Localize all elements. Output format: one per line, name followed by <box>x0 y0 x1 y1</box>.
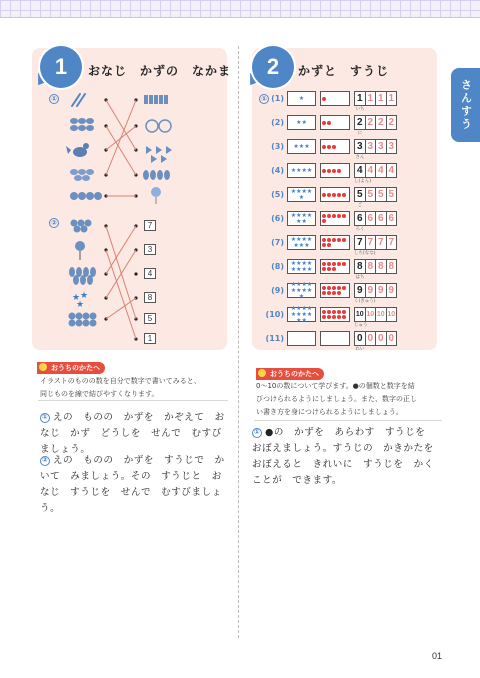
number-writing-cells <box>354 235 396 250</box>
instruction-number: ① <box>41 413 49 421</box>
number-row <box>258 235 438 256</box>
star-icon: ★ <box>306 280 313 288</box>
q2-connect-dots <box>104 224 137 340</box>
red-dot-icon <box>337 286 341 290</box>
row-label: (8) <box>271 262 284 271</box>
star-icon: ★ <box>290 259 297 267</box>
row-label: (6) <box>271 214 284 223</box>
note-line: びつけられるようにしましょう。また、数字の正し <box>256 395 417 403</box>
star-icon: ★ <box>290 304 297 312</box>
dot-count-box <box>320 331 350 346</box>
red-dot-icon <box>327 121 331 125</box>
red-dot-icon <box>322 238 326 242</box>
red-dot-icon <box>322 286 326 290</box>
star-icon: ★ <box>290 286 297 294</box>
instruction-number: ② <box>41 456 49 464</box>
note-line: 0～10の数について学びます。●の個数と数字を結 <box>256 382 415 390</box>
section-1-title: おなじ かずの なかま <box>88 64 232 78</box>
red-dot-icon <box>327 169 331 173</box>
number-trace-cell[interactable]: 5 <box>365 187 377 202</box>
star-icon: ★ <box>290 265 297 273</box>
number-model-cell: 2 <box>354 115 366 130</box>
star-icon: ★ <box>296 304 302 312</box>
number-trace-cell[interactable]: 2 <box>365 115 377 130</box>
red-dot-icon <box>337 315 341 319</box>
star-count-box <box>287 280 316 300</box>
instruction-text: えの ものの かずを すうじで かいて みましょう。その すうじと おなじ すうじを せんで むすびましょう。 <box>40 455 225 514</box>
number-reading: し(よん) <box>354 179 372 184</box>
number-trace-cell[interactable]: 5 <box>375 187 387 202</box>
number-reading: に <box>357 131 363 136</box>
red-dot-icon <box>332 193 336 197</box>
number-model-cell: 1 <box>354 91 366 106</box>
number-row <box>258 91 438 112</box>
number-row <box>258 163 438 184</box>
red-dot-icon <box>337 238 341 242</box>
star-icon: ★ <box>298 241 305 249</box>
number-trace-cell[interactable]: 4 <box>386 163 398 178</box>
star-count-box <box>287 139 316 154</box>
q2-number-box: 1 <box>144 333 156 344</box>
red-dot-icon <box>322 169 326 173</box>
number-trace-cell[interactable]: 10 <box>386 307 398 322</box>
q1-left-pictures <box>66 94 102 200</box>
star-icon: ★ <box>298 193 305 201</box>
star-icon: ★ <box>296 166 302 174</box>
instruction-number: ① <box>253 428 261 436</box>
red-dot-icon <box>342 238 346 242</box>
star-count-box <box>287 331 316 346</box>
lollipop-icon <box>75 241 85 260</box>
red-dot-icon <box>322 315 326 319</box>
star-icon: ★ <box>296 286 302 294</box>
red-dot-icon <box>327 193 331 197</box>
star-icon: ★ <box>306 265 313 273</box>
flower-icon <box>70 192 102 200</box>
number-writing-cells <box>354 307 396 322</box>
red-dot-icon <box>322 121 326 125</box>
number-row <box>258 115 438 136</box>
star-icon: ★ <box>306 286 313 294</box>
star-count-box <box>287 163 316 178</box>
star-icon: ★ <box>306 211 313 219</box>
star-icon: ★ <box>306 310 313 318</box>
number-trace-cell[interactable]: 8 <box>365 259 377 274</box>
red-dot-icon <box>337 193 341 197</box>
number-reading: はち <box>355 275 365 280</box>
q1-match-lines <box>106 100 136 196</box>
star-icon: ★ <box>296 235 302 243</box>
red-dot-icon <box>327 145 331 149</box>
number-writing-cells <box>354 283 396 298</box>
q2-number-box: 4 <box>144 268 156 279</box>
number-trace-cell[interactable]: 1 <box>365 91 377 106</box>
red-dot-icon <box>332 169 336 173</box>
leaf-icon <box>143 170 170 180</box>
row-label: (5) <box>271 190 284 199</box>
red-dot-icon <box>332 310 336 314</box>
number-trace-cell[interactable]: 5 <box>386 187 398 202</box>
red-dot-icon <box>332 291 336 295</box>
number-row <box>258 304 438 328</box>
number-row <box>258 331 438 352</box>
dot-count-box <box>320 307 350 322</box>
star-icon: ★ <box>290 235 297 243</box>
number-writing-cells <box>354 211 396 226</box>
row-label: (7) <box>271 238 284 247</box>
question-2-label: ② <box>49 218 59 228</box>
star-icon: ★ <box>306 304 313 312</box>
number-trace-cell[interactable]: 10 <box>365 307 377 322</box>
q2-number-box: 8 <box>144 292 156 303</box>
dot-count-box <box>320 259 350 274</box>
number-trace-cell[interactable]: 9 <box>375 283 387 298</box>
red-dot-icon <box>332 214 336 218</box>
section-1-badge: 1 <box>40 46 82 88</box>
red-dot-icon <box>322 243 326 247</box>
column-divider <box>238 46 239 638</box>
number-trace-cell[interactable]: 10 <box>375 307 387 322</box>
number-trace-cell[interactable]: 4 <box>375 163 387 178</box>
dot-count-box <box>320 283 350 298</box>
number-trace-cell[interactable]: 7 <box>375 235 387 250</box>
number-trace-cell[interactable]: 9 <box>386 283 398 298</box>
abacus-icon <box>144 95 168 104</box>
number-model-cell: 7 <box>354 235 366 250</box>
candy-icon <box>70 169 94 181</box>
number-model-cell: 4 <box>354 163 366 178</box>
red-dot-icon <box>327 286 331 290</box>
number-model-cell: 3 <box>354 139 366 154</box>
red-dot-icon <box>342 214 346 218</box>
star-icon: ★ <box>296 316 302 324</box>
number-model-cell: 8 <box>354 259 366 274</box>
red-dot-icon <box>337 310 341 314</box>
dot-count-box <box>320 163 350 178</box>
star-icon: ★ <box>301 217 307 225</box>
red-dot-icon <box>332 262 336 266</box>
number-writing-cells <box>354 139 396 154</box>
number-trace-cell[interactable]: 6 <box>375 211 387 226</box>
star-count-box <box>287 91 316 106</box>
q1-connect-dots <box>104 98 137 197</box>
star-icon: ★ <box>296 211 302 219</box>
number-trace-cell[interactable]: 4 <box>365 163 377 178</box>
red-dot-icon <box>332 145 336 149</box>
number-trace-cell[interactable]: 6 <box>386 211 398 226</box>
section-2-title: かずと すうじ <box>298 64 390 78</box>
number-row <box>258 187 438 208</box>
number-model-cell: 5 <box>354 187 366 202</box>
number-model-cell: 9 <box>354 283 366 298</box>
star-icon: ★ <box>296 310 302 318</box>
red-dot-icon <box>332 238 336 242</box>
red-dot-icon <box>332 267 336 271</box>
number-model-cell: 10 <box>354 307 366 322</box>
star-icon: ★ <box>301 118 307 126</box>
red-dot-icon <box>327 315 331 319</box>
star-icon: ★ <box>290 310 297 318</box>
bird-icon <box>66 143 89 157</box>
red-dot-icon <box>342 315 346 319</box>
star-icon: ★ <box>301 280 307 288</box>
red-dot-icon <box>327 238 331 242</box>
row-label: (1) <box>271 94 284 103</box>
number-trace-cell[interactable]: 2 <box>386 115 398 130</box>
dot-count-box <box>320 235 350 250</box>
number-reading: ろく <box>355 227 365 232</box>
number-trace-cell[interactable]: 0 <box>375 331 387 346</box>
q2-left-pictures <box>69 220 97 327</box>
number-reading: しち(なな) <box>354 251 376 256</box>
number-trace-cell[interactable]: 7 <box>365 235 377 250</box>
red-dot-icon <box>337 169 341 173</box>
instruction-2 <box>40 453 230 517</box>
star-icon: ★ <box>290 280 297 288</box>
red-dot-icon <box>337 291 341 295</box>
star-icon: ★ <box>301 187 307 195</box>
star-icon: ★ <box>304 142 310 150</box>
q2-number-box: 5 <box>144 313 156 324</box>
star-icon: ★ <box>296 187 302 195</box>
star-icon: ★ <box>296 280 302 288</box>
number-trace-cell[interactable]: 8 <box>375 259 387 274</box>
star-cluster-icon <box>72 291 88 310</box>
header-grid-band <box>0 0 480 18</box>
note-divider <box>254 420 442 421</box>
page-number: 01 <box>431 651 442 661</box>
star-icon: ★ <box>290 187 297 195</box>
question-1-label: ① <box>49 94 59 104</box>
note-line: 同じものを線で結びやすくなります。 <box>40 390 159 398</box>
number-reading: ご <box>357 203 363 208</box>
dot-count-box <box>320 115 350 130</box>
number-writing-cells <box>354 115 396 130</box>
star-icon: ★ <box>301 265 307 273</box>
red-dot-icon <box>322 267 326 271</box>
star-icon: ★ <box>296 217 302 225</box>
fish-icon <box>70 118 94 131</box>
star-icon: ★ <box>301 211 307 219</box>
ring-icon <box>146 120 171 132</box>
red-dot-icon <box>342 286 346 290</box>
question-1-label: ① <box>259 94 269 104</box>
matching-illustration <box>60 88 180 350</box>
star-icon: ★ <box>301 304 307 312</box>
parent-note-label: おうちのかたへ <box>256 368 324 380</box>
star-icon: ★ <box>306 235 313 243</box>
star-count-box <box>287 187 316 202</box>
dot-count-box <box>320 211 350 226</box>
red-dot-icon <box>322 291 326 295</box>
star-count-box <box>287 235 316 250</box>
ribbon-icon <box>146 146 172 163</box>
red-dot-icon <box>337 262 341 266</box>
red-dot-icon <box>332 315 336 319</box>
star-icon: ★ <box>298 292 305 300</box>
number-trace-cell[interactable]: 0 <box>365 331 377 346</box>
star-icon: ★ <box>306 166 313 174</box>
star-icon: ★ <box>301 235 307 243</box>
red-dot-icon <box>322 214 326 218</box>
row-label: (11) <box>265 334 284 343</box>
number-writing-cells <box>354 259 396 274</box>
number-row <box>258 139 438 160</box>
note-divider <box>38 400 228 401</box>
number-trace-cell[interactable]: 0 <box>386 331 398 346</box>
red-dot-icon <box>327 291 331 295</box>
number-reading: さん <box>355 155 365 160</box>
star-count-box <box>287 259 316 274</box>
star-count-box <box>287 211 316 226</box>
number-trace-cell[interactable]: 8 <box>386 259 398 274</box>
row-label: (3) <box>271 142 284 151</box>
star-icon: ★ <box>301 316 307 324</box>
star-icon: ★ <box>290 211 297 219</box>
star-icon: ★ <box>301 166 307 174</box>
instruction-1 <box>40 410 230 458</box>
red-dot-icon <box>322 219 326 223</box>
red-dot-icon <box>327 310 331 314</box>
instruction-right-1 <box>252 425 444 489</box>
note-line: イラストのものの数を自分で数字で書いてみると、 <box>40 377 201 385</box>
number-writing-cells <box>354 163 396 178</box>
number-row <box>258 280 438 304</box>
q1-right-pictures <box>143 95 172 204</box>
row-label: (2) <box>271 118 284 127</box>
row-label: (9) <box>271 286 284 295</box>
svg-text:★: ★ <box>76 300 85 310</box>
star-icon: ★ <box>306 259 313 267</box>
number-reading: じゅう <box>354 323 368 328</box>
red-dot-icon <box>322 193 326 197</box>
star-icon: ★ <box>296 265 302 273</box>
number-trace-cell[interactable]: 7 <box>386 235 398 250</box>
red-dot-icon <box>337 214 341 218</box>
section-2-badge: 2 <box>252 46 294 88</box>
star-count-box <box>287 115 316 130</box>
star-icon: ★ <box>301 286 307 294</box>
red-dot-icon <box>322 97 326 101</box>
star-icon: ★ <box>298 94 305 102</box>
star-icon: ★ <box>301 310 307 318</box>
red-dot-icon <box>327 267 331 271</box>
svg-text:★: ★ <box>72 293 81 303</box>
star-icon: ★ <box>306 187 313 195</box>
red-dot-icon <box>342 310 346 314</box>
balloon-icon <box>151 187 161 204</box>
dot-count-box <box>320 139 350 154</box>
subject-tab: さんすう <box>451 68 480 142</box>
number-reading: く(きゅう) <box>354 299 376 304</box>
row-label: (10) <box>265 310 284 319</box>
flowers-icon <box>69 313 97 327</box>
red-dot-icon <box>342 262 346 266</box>
number-writing-cells <box>354 331 396 346</box>
red-dot-icon <box>327 214 331 218</box>
star-icon: ★ <box>296 259 302 267</box>
q2-number-box: 3 <box>144 244 156 255</box>
number-row <box>258 211 438 232</box>
red-dot-icon <box>332 286 336 290</box>
pencils-icon <box>72 94 85 106</box>
star-count-box <box>287 304 316 324</box>
parent-note-left <box>40 375 230 401</box>
parent-note-right <box>256 380 444 419</box>
star-icon: ★ <box>296 118 302 126</box>
number-trace-cell[interactable]: 9 <box>365 283 377 298</box>
parent-note-label: おうちのかたへ <box>37 362 105 374</box>
dot-count-box <box>320 187 350 202</box>
star-icon: ★ <box>304 241 310 249</box>
row-label: (4) <box>271 166 284 175</box>
red-dot-icon <box>322 262 326 266</box>
number-trace-cell[interactable]: 1 <box>386 91 398 106</box>
red-dot-icon <box>327 243 331 247</box>
number-row <box>258 259 438 280</box>
note-line: い書き方を身につけられるようにしましょう。 <box>256 408 403 416</box>
instruction-text: えの ものの かずを かぞえて おなじ かず どうしを せんで むすびましょう。 <box>40 412 225 455</box>
grapes-icon <box>71 220 92 233</box>
svg-text:★: ★ <box>80 291 89 301</box>
number-trace-cell[interactable]: 2 <box>375 115 387 130</box>
star-icon: ★ <box>293 241 299 249</box>
star-icon: ★ <box>293 142 299 150</box>
number-model-cell: 6 <box>354 211 366 226</box>
star-icon: ★ <box>301 259 307 267</box>
number-trace-cell[interactable]: 3 <box>375 139 387 154</box>
number-trace-cell[interactable]: 3 <box>386 139 398 154</box>
number-model-cell: 0 <box>354 331 366 346</box>
number-trace-cell[interactable]: 3 <box>365 139 377 154</box>
number-writing-cells <box>354 187 396 202</box>
red-dot-icon <box>322 310 326 314</box>
star-icon: ★ <box>298 142 305 150</box>
red-dot-icon <box>327 262 331 266</box>
number-trace-cell[interactable]: 6 <box>365 211 377 226</box>
dot-count-box <box>320 91 350 106</box>
red-dot-icon <box>322 145 326 149</box>
instruction-text: ●の かずを あらわす すうじを おぼえましょう。すうじの かきかたを おぼえると きれいに すうじを かく ことが できます。 <box>252 427 444 486</box>
red-dot-icon <box>342 193 346 197</box>
leaves-icon <box>69 267 96 285</box>
number-writing-cells <box>354 91 396 106</box>
q2-match-lines <box>106 226 136 339</box>
number-reading: れい <box>355 347 365 352</box>
number-reading: いち <box>355 107 365 112</box>
q2-number-box: 7 <box>144 220 156 231</box>
number-trace-cell[interactable]: 1 <box>375 91 387 106</box>
star-icon: ★ <box>290 166 297 174</box>
